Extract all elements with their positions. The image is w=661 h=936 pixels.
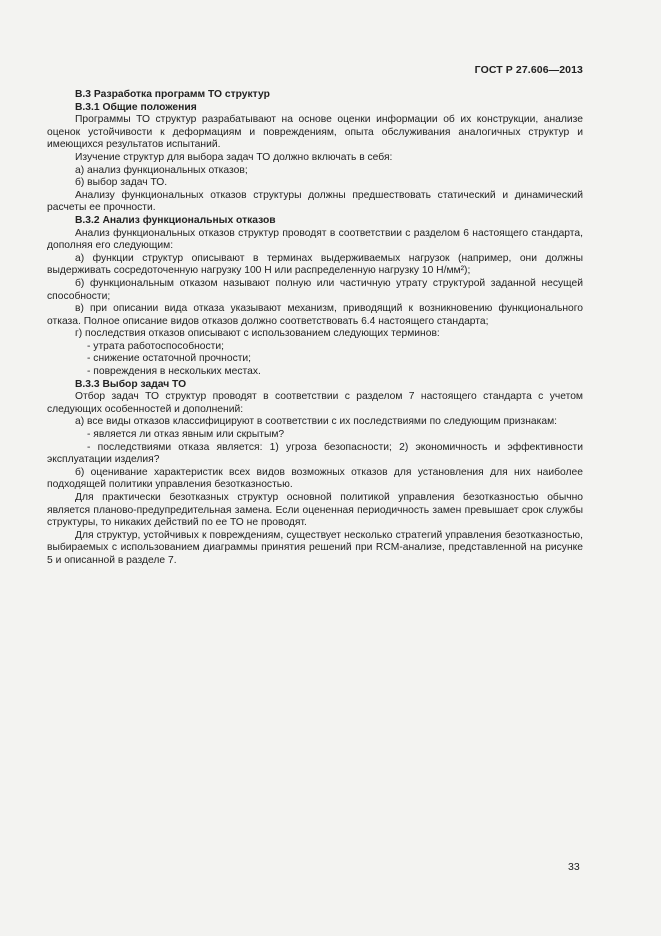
list-item: б) выбор задач ТО. [75,177,168,189]
list-subitem: - является ли отказ явным или скрытым? [87,429,285,441]
paragraph: Отбор задач ТО структур проводят в соответствии с разделом 7 настоящего стандарта с учетом следующих особенностей и дополнений: [47,391,583,415]
list-item: а) функции структур описывают в терминах выдерживаемых нагрузок (например, они должны выдерживать сосредоточенную нагрузку 100 Н или распределенную нагрузку 10 Н/мм²); [47,252,583,277]
list-item: б) функциональным отказом называют полную или частичную утрату структурой заданной несущей способности; [47,277,583,302]
subsection-heading: В.3.3 Выбор задач ТО [75,378,187,390]
paragraph: Для структур, устойчивых к повреждениям, существует несколько стратегий управления безотказностью, выбираемых с использованием диаграммы принятия решений при RCM-анализе, представленной на рисунке 5 и описанной в разделе 7. [47,529,583,566]
paragraph: Для практически безотказных структур основной политикой управления безотказностью обычно является планово-предупредительная замена. Если оцененная периодичность замен превышает срок службы структуры, то никаких действий по ее ТО не проводят. [47,492,583,529]
list-item: а) анализ функциональных отказов; [75,164,248,176]
paragraph: Анализу функциональных отказов структуры должны предшествовать статический и динамический расчеты ее прочности. [47,189,583,214]
standard-header: ГОСТ Р 27.606—2013 [474,64,583,76]
subsection-heading: В.3.2 Анализ функциональных отказов [75,214,276,226]
subsection-heading: В.3.1 Общие положения [75,101,197,113]
list-subitem: - снижение остаточной прочности; [87,353,252,365]
list-item: б) оценивание характеристик всех видов возможных отказов для установления для них наиболее подходящей политики управления безотказностью. [47,466,583,491]
document-body [47,89,583,568]
section-heading: В.3 Разработка программ ТО структур [75,89,270,100]
paragraph: Программы ТО структур разрабатывают на основе оценки информации об их конструкции, анализе оценок устойчивости к деформациям и повреждениям, опыта обслуживания аналогичных структур и имеющихся результатов испытаний. [47,114,583,151]
list-subitem: - повреждения в нескольких местах. [87,366,261,378]
list-item: а) все виды отказов классифицируют в соответствии с их последствиями по следующим признакам: [75,416,558,428]
page-number: 33 [568,861,580,873]
list-item: в) при описании вида отказа указывают механизм, приводящий к возникновению функционального отказа. Полное описание видов отказов должно соответствовать 6.4 настоящего стандарта; [47,303,583,327]
list-subitem: - утрата работоспособности; [87,340,224,352]
list-subitem: - последствиями отказа является: 1) угроза безопасности; 2) экономичность и эффективности эксплуатации изделия? [47,441,583,466]
paragraph: Изучение структур для выбора задач ТО должно включать в себя: [75,151,393,163]
paragraph: Анализ функциональных отказов структур проводят в соответствии с разделом 6 настоящего стандарта, дополняя его следующим: [47,227,583,252]
list-item: г) последствия отказов описывают с использованием следующих терминов: [75,328,440,340]
